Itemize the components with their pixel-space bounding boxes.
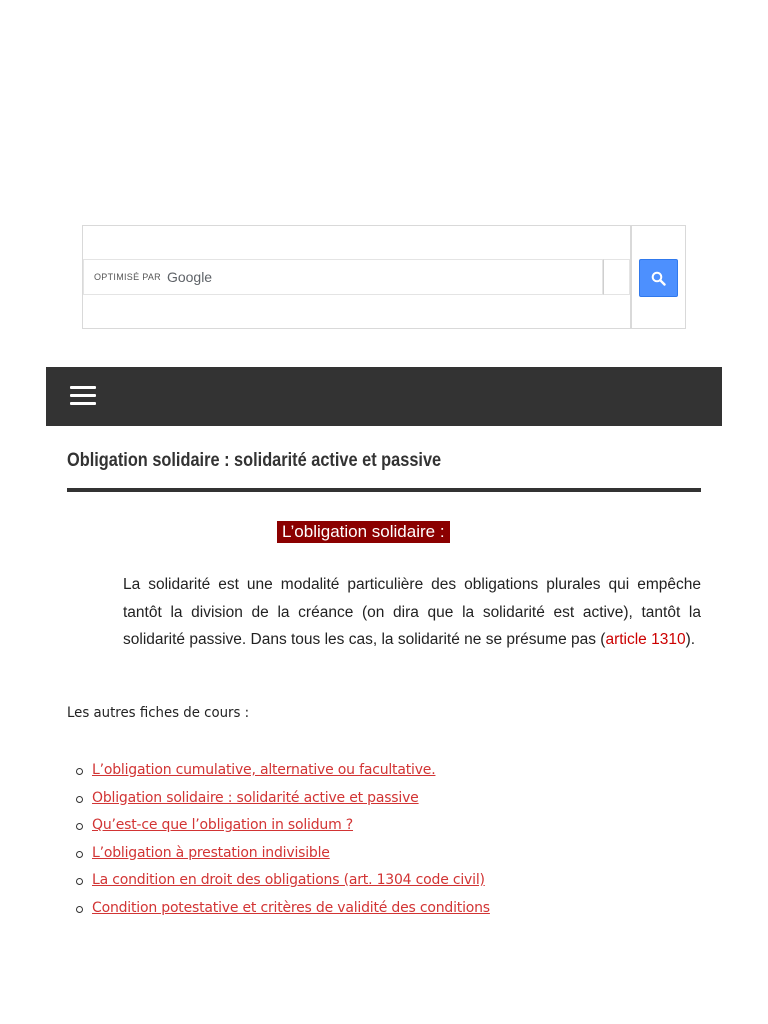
list-item <box>92 895 490 923</box>
related-link[interactable]: Qu’est-ce que l’obligation in solidum ? <box>92 817 354 833</box>
title-underline <box>67 488 701 492</box>
paragraph-end: ). <box>685 631 696 648</box>
hamburger-menu-icon[interactable] <box>70 386 96 406</box>
section-heading: L’obligation solidaire : <box>277 521 450 543</box>
powered-by-label: OPTIMISÉ PAR <box>94 272 161 282</box>
search-button[interactable] <box>639 259 678 297</box>
related-link[interactable]: L’obligation cumulative, alternative ou facultative. <box>92 762 436 778</box>
related-link[interactable]: Condition potestative et critères de validité des conditions <box>92 899 490 916</box>
search-icon <box>651 271 666 286</box>
main-navbar <box>46 367 722 426</box>
list-item <box>92 840 490 868</box>
list-item <box>92 867 490 895</box>
other-sheets-intro: Les autres fiches de cours : <box>67 705 250 721</box>
related-link[interactable]: L’obligation à prestation indivisible <box>92 844 330 861</box>
paragraph-text: La solidarité est une modalité particulière des obligations plurales qui empêche tantôt la division de la créance (on dira que la solidarité est active), tantôt la solidarité passive. Dans tous les cas, la solidarité ne se présume pas ( <box>123 576 701 648</box>
list-item <box>92 785 490 813</box>
article-1310-link[interactable]: article 1310 <box>605 631 686 648</box>
search-clear-cell[interactable] <box>603 259 630 295</box>
list-item <box>92 812 490 840</box>
search-divider <box>630 226 632 328</box>
google-logo: Google <box>166 269 213 285</box>
related-link[interactable]: Obligation solidaire : solidarité active et passive <box>92 789 419 806</box>
related-links-list <box>67 757 490 922</box>
search-widget <box>82 225 686 329</box>
article-paragraph <box>123 571 701 654</box>
related-link[interactable]: La condition en droit des obligations (art. 1304 code civil) <box>92 872 485 888</box>
search-branding <box>94 260 212 294</box>
page-title: Obligation solidaire : solidarité active et passive <box>67 450 442 471</box>
search-input[interactable] <box>83 259 603 295</box>
list-item <box>92 757 490 785</box>
